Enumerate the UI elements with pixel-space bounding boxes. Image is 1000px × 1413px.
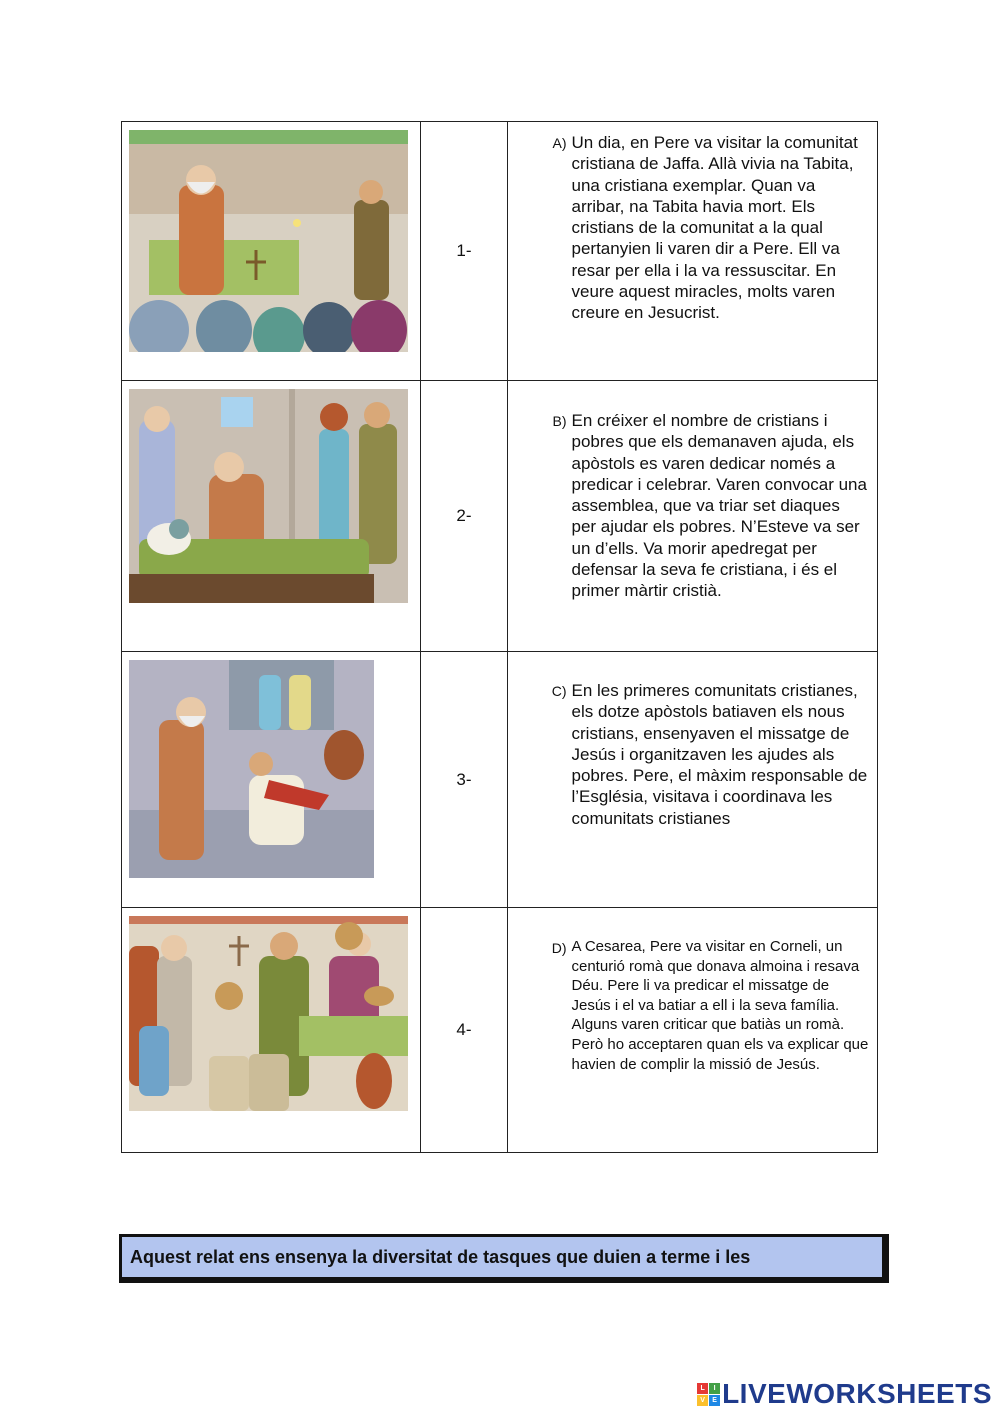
row-number: 2-: [421, 381, 507, 652]
liveworksheets-icon: L I V E: [697, 1383, 720, 1406]
option-text: A Cesarea, Pere va visitar en Corneli, un centurió romà que donava almoina i resava Déu. Pere li va predicar el missatge de Jesús i el va batiar a ell i la seva família. Alguns varen criticar que batiàs un romà. Però ho acceptaren quan els va explicar que havien de complir la missió de Jesús.: [571, 938, 869, 1073]
illustration-cell: [122, 652, 421, 908]
row-number: 1-: [421, 122, 507, 381]
option-text: Un dia, en Pere va visitar la comunitat cristiana de Jaffa. Allà vivia na Tabita, una cristiana exemplar. Quan va arribar, na Tabita havia mort. Els cristians de la comunitat a la qual pertanyien li varen dir a Pere. Ell va resar per ella i la va ressuscitar. En veure aquest miracles, molts varen creure en Jesucrist.: [571, 133, 858, 323]
liveworksheets-logo: [697, 1378, 992, 1410]
option-a: [508, 132, 870, 324]
illustration-cell: [122, 122, 421, 381]
option-letter: B): [552, 413, 567, 429]
option-c: [508, 680, 870, 829]
row-number: 4-: [421, 908, 507, 1153]
statement-cell: [507, 381, 878, 652]
illustration-peter-and-centurion: [129, 660, 374, 878]
option-letter: C): [551, 683, 567, 699]
statement-cell: [507, 652, 878, 908]
option-letter: D): [551, 940, 567, 956]
illustration-cell: [122, 381, 421, 652]
option-d: [508, 937, 870, 1074]
table-row: [122, 652, 878, 908]
table-row: [122, 908, 878, 1153]
matching-table: [121, 121, 878, 1153]
option-text: En créixer el nombre de cristians i pobres que els demanaven ajuda, els apòstols es varen dedicar només a predicar i celebrar. Varen convocar una assemblea, que va triar set diaques per ajudar els pobres. N’Esteve va ser un d’ells. Va morir apedregat per defensar la seva fe cristiana, i és el primer màrtir cristià.: [571, 411, 867, 601]
banner-text: Aquest relat ens ensenya la diversitat de tasques que duien a terme i les: [130, 1246, 751, 1267]
option-letter: A): [552, 135, 567, 151]
option-text: En les primeres comunitats cristianes, els dotze apòstols batiaven els nous cristians, ensenyaven el missatge de Jesús i organitzaven les ajudes als pobres. Pere, el màxim responsable de l’Església, visitava i coordinava les comunitats cristianes: [571, 681, 868, 828]
row-number: 3-: [421, 652, 507, 908]
illustration-giving-bread-to-poor: [129, 916, 408, 1111]
illustration-peter-praying-at-altar: [129, 130, 408, 352]
table-row: [122, 122, 878, 381]
statement-cell: [507, 908, 878, 1153]
option-b: [508, 410, 870, 602]
illustration-peter-healing-tabitha: [129, 389, 408, 603]
answer-banner[interactable]: [119, 1234, 889, 1283]
table-row: [122, 381, 878, 652]
brand-name: LIVEWORKSHEETS: [722, 1378, 992, 1409]
illustration-cell: [122, 908, 421, 1153]
statement-cell: [507, 122, 878, 381]
